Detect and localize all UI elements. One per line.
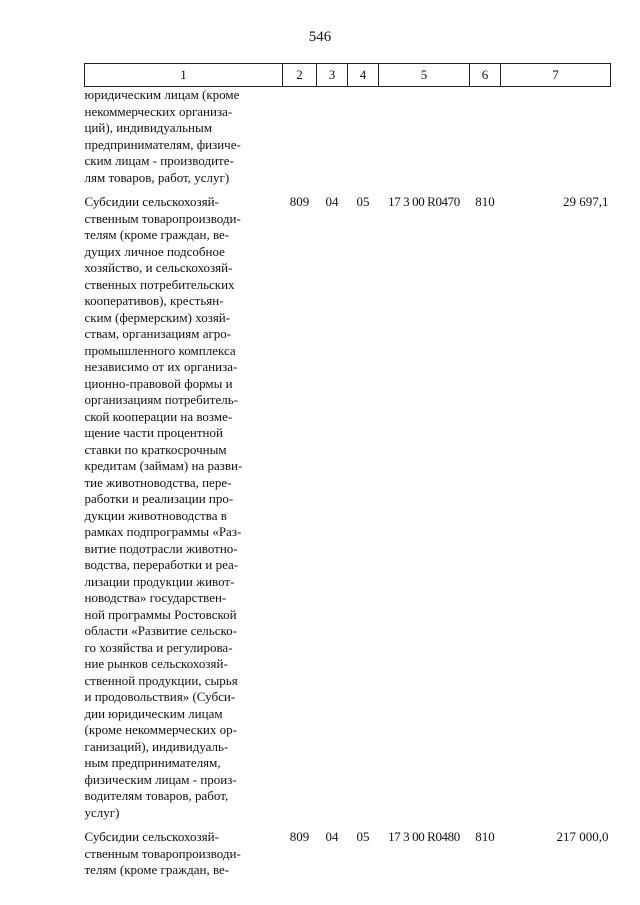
desc-line: водителям товаров, работ,: [84, 788, 229, 803]
desc-line: предпринимателям, физиче-: [84, 136, 241, 152]
cell-col-5: 17 3 00 R0470: [388, 194, 460, 209]
desc-line: ствам, организациям агро-: [84, 326, 232, 341]
cell-col-7: 29 697,1: [563, 194, 609, 209]
header-col-3: 3: [317, 64, 348, 87]
desc-line: ским лицам - производите-: [84, 153, 234, 168]
row-description: [85, 87, 283, 187]
desc-line: ганизаций), индивидуаль-: [84, 738, 229, 754]
cell-col-5: 17 3 00 R0480: [388, 829, 460, 844]
header-col-7: 7: [501, 64, 611, 87]
desc-line: (кроме некоммерческих ор-: [84, 722, 237, 737]
desc-line: ственным товаропроизводи-: [84, 845, 241, 861]
desc-line: ской кооперации на возме-: [84, 408, 233, 424]
desc-line: витие подотрасли животно-: [84, 540, 238, 556]
desc-line: ским (фермерским) хозяй-: [84, 309, 231, 325]
desc-line: телям (кроме граждан, ве-: [84, 227, 230, 242]
desc-line: промышленного комплекса: [84, 342, 236, 358]
cell-col-6: 810: [475, 829, 495, 844]
desc-line: независимо от их организа-: [84, 359, 238, 374]
cell-col-3: 04: [325, 194, 339, 209]
desc-line: и продовольствия» (Субси-: [84, 689, 236, 704]
desc-line: ственным товаропроизводи-: [84, 210, 241, 226]
desc-line: новодства» государствен-: [84, 590, 227, 605]
cell-col-2: 809: [289, 829, 310, 844]
desc-line: телям (кроме граждан, ве-: [84, 862, 230, 877]
header-col-4: 4: [348, 64, 379, 87]
desc-line: тие животноводства, пере-: [84, 474, 232, 490]
row-description: [85, 829, 283, 879]
header-col-6: 6: [470, 64, 501, 87]
desc-line: ций), индивидуальным: [84, 120, 212, 135]
desc-line: кредитам (займам) на разви-: [84, 458, 243, 473]
header-row: [85, 64, 611, 87]
table-row: [85, 829, 611, 879]
header-col-1: 1: [85, 64, 283, 87]
header-col-5: 5: [379, 64, 470, 87]
desc-line: ственных потребительских: [84, 276, 235, 292]
row-description: [85, 194, 283, 821]
desc-line: лизации продукции живот-: [84, 573, 235, 589]
table-row: [85, 194, 611, 821]
desc-line: дущих личное подсобное: [84, 243, 225, 259]
desc-line: области «Развитие сельско-: [84, 623, 237, 638]
budget-table: [84, 63, 611, 879]
desc-line: водства, переработки и реа-: [84, 557, 239, 572]
desc-line: ным предпринимателям,: [84, 755, 221, 770]
desc-line: работки и реализации про-: [84, 491, 234, 506]
desc-line: рамках подпрограммы «Раз-: [84, 524, 242, 539]
header-col-2: 2: [283, 64, 317, 87]
desc-line: некоммерческих организа-: [84, 103, 233, 119]
table-row-continuation: [85, 87, 611, 187]
desc-line: кооперативов), крестьян-: [84, 293, 224, 308]
cell-col-6: 810: [475, 194, 495, 209]
desc-line: услуг): [84, 804, 120, 820]
desc-line: Субсидии сельскохозяй-: [84, 829, 219, 844]
desc-line: юридическим лицам (кроме: [84, 87, 240, 102]
cell-col-2: 809: [289, 194, 310, 209]
desc-line: организациям потребитель-: [84, 392, 238, 407]
desc-line: физическим лицам - произ-: [84, 771, 237, 787]
desc-line: дии юридическим лицам: [84, 705, 223, 721]
desc-line: Субсидии сельскохозяй-: [84, 194, 219, 209]
desc-line: щение части процентной: [84, 425, 223, 440]
cell-col-4: 05: [356, 194, 370, 209]
desc-line: го хозяйства и регулирова-: [84, 639, 233, 655]
cell-col-4: 05: [356, 829, 370, 844]
cell-col-3: 04: [325, 829, 339, 844]
page-number: 546: [308, 29, 332, 45]
desc-line: ние рынков сельскохозяй-: [84, 656, 228, 671]
desc-line: ционно-правовой формы и: [84, 375, 233, 391]
desc-line: ставки по краткосрочным: [84, 441, 227, 457]
desc-line: ственной продукции, сырья: [84, 672, 238, 688]
desc-line: лям товаров, работ, услуг): [84, 169, 230, 185]
desc-line: ной программы Ростовской: [84, 606, 237, 622]
cell-col-7: 217 000,0: [556, 829, 609, 844]
desc-line: дукции животноводства в: [84, 507, 227, 523]
desc-line: хозяйство, и сельскохозяй-: [84, 260, 233, 275]
